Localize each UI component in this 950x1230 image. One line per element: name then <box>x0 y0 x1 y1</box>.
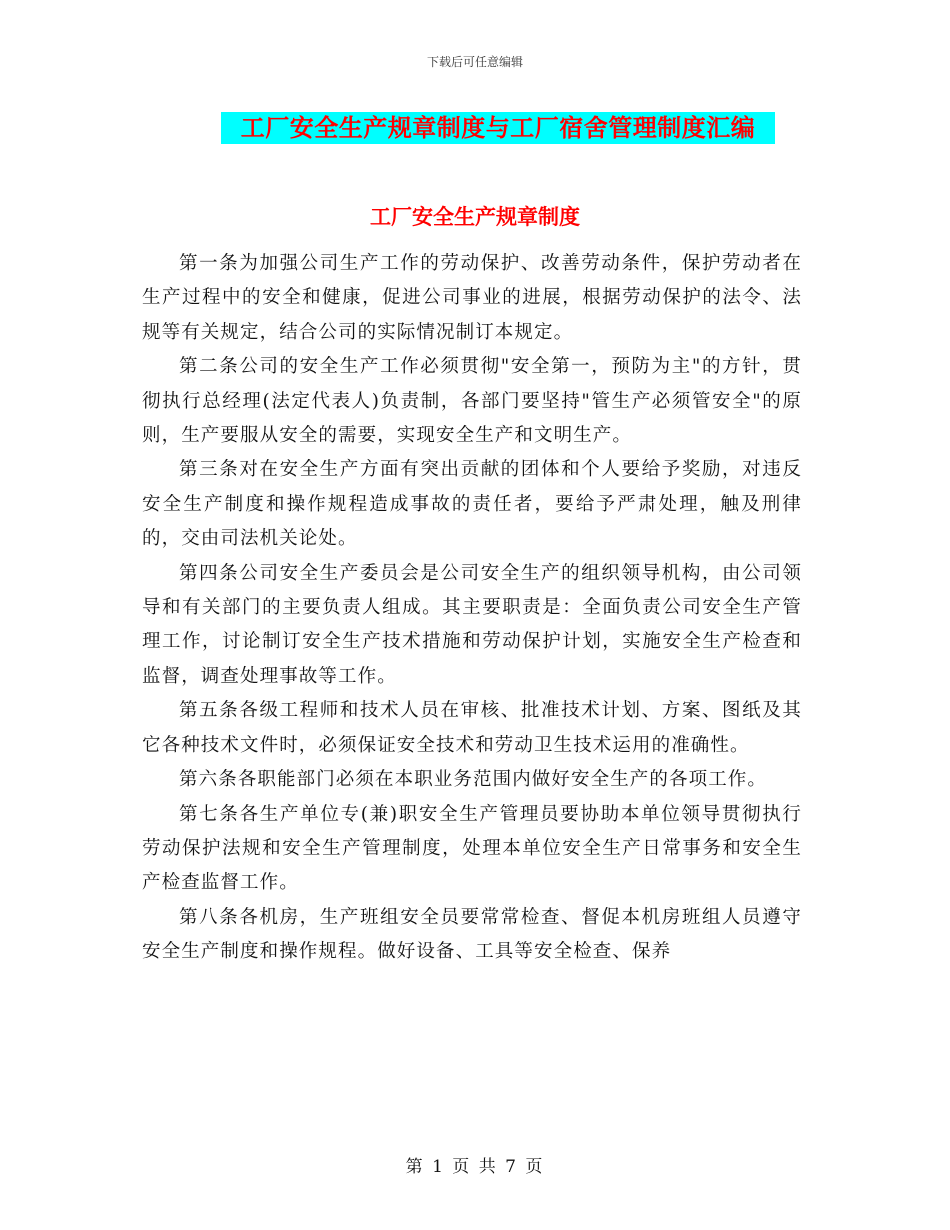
paragraph-5: 第五条各级工程师和技术人员在审核、批准技术计划、方案、图纸及其它各种技术文件时，必须保证安全技术和劳动卫生技术运用的准确性。 <box>142 700 802 756</box>
paragraph-7: 第七条各生产单位专(兼)职安全生产管理员要协助本单位领导贯彻执行劳动保护法规和安全生产管理制度，处理本单位安全生产日常事务和安全生产检查监督工作。 <box>142 803 802 894</box>
document-body <box>142 247 802 970</box>
document-title: 工厂安全生产规章制度与工厂宿舍管理制度汇编 <box>221 112 775 144</box>
paragraph-8: 第八条各机房，生产班组安全员要常常检查、督促本机房班组人员遵守安全生产制度和操作规程。做好设备、工具等安全检查、保养 <box>142 906 802 963</box>
paragraph-1: 第一条为加强公司生产工作的劳动保护、改善劳动条件，保护劳动者在生产过程中的安全和健康，促进公司事业的进展，根据劳动保护的法令、法规等有关规定，结合公司的实际情况制订本规定。 <box>142 253 802 343</box>
paragraph-4: 第四条公司安全生产委员会是公司安全生产的组织领导机构，由公司领导和有关部门的主要负责人组成。其主要职责是：全面负责公司安全生产管理工作，讨论制订安全生产技术措施和劳动保护计划，实施安全生产检查和监督，调查处理事故等工作。 <box>142 562 802 687</box>
paragraph-3: 第三条对在安全生产方面有突出贡献的团体和个人要给予奖励，对违反安全生产制度和操作规程造成事故的责任者，要给予严肃处理，触及刑律的，交由司法机关论处。 <box>142 459 802 550</box>
page-number: 第 1 页 共 7 页 <box>405 1157 545 1177</box>
paragraph-6: 第六条各职能部门必须在本职业务范围内做好安全生产的各项工作。 <box>179 769 768 791</box>
header-note: 下载后可任意编辑 <box>426 55 523 69</box>
section-title: 工厂安全生产规章制度 <box>370 205 580 229</box>
paragraph-2: 第二条公司的安全生产工作必须贯彻"安全第一，预防为主"的方针，贯彻执行总经理(法定代表人)负责制，各部门要坚持"管生产必须管安全"的原则，生产要服从安全的需要，实现安全生产和文明生产。 <box>142 356 802 447</box>
